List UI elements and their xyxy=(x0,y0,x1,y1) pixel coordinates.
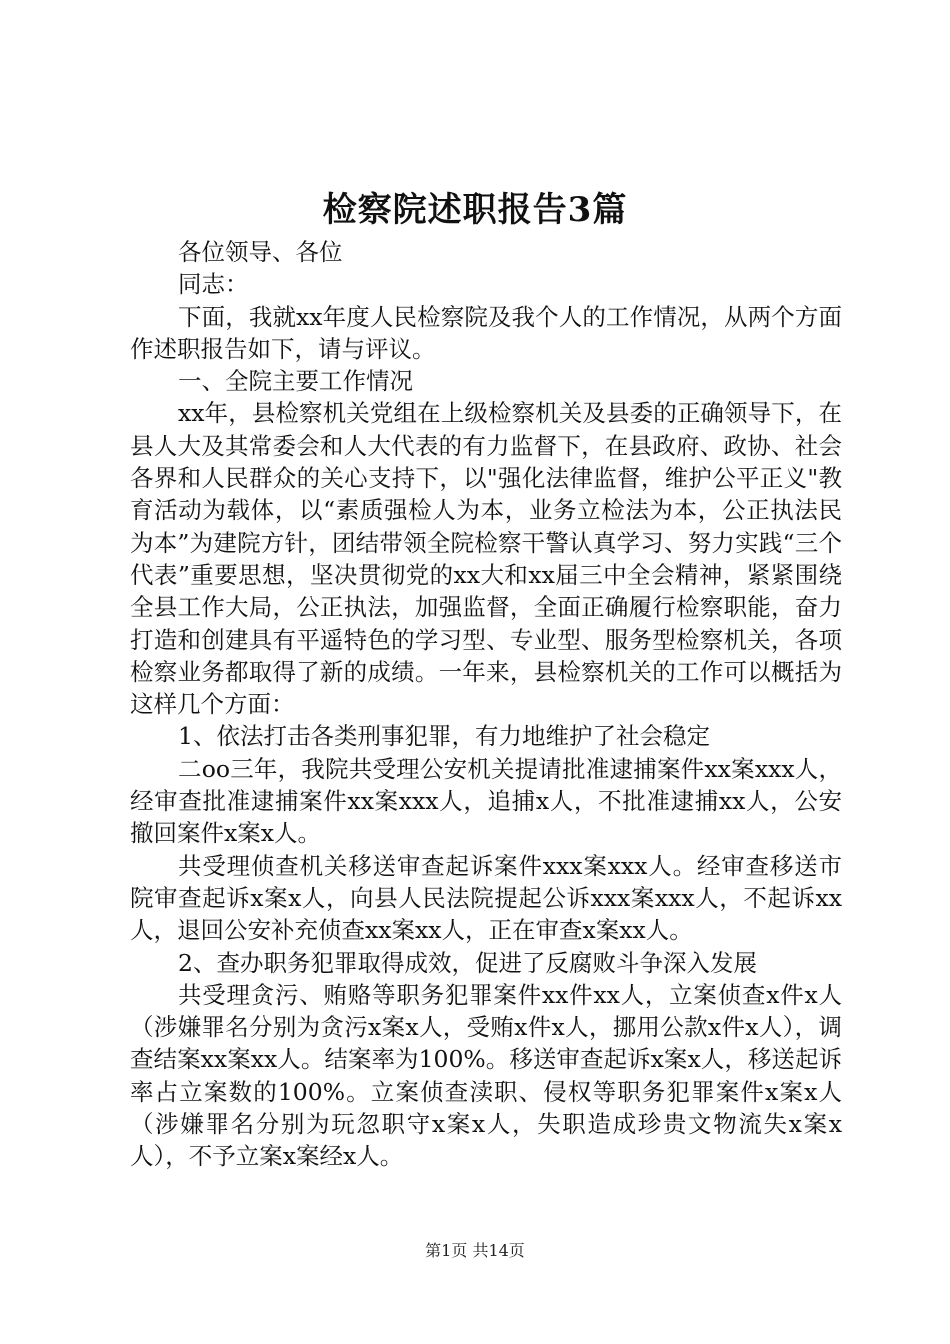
paragraph-salutation-2: 同志： xyxy=(178,270,249,299)
page-footer: 第1页 共14页 xyxy=(425,1241,525,1260)
paragraph-arrests: 二oo三年，我院共受理公安机关提请批准逮捕案件xx案xxx人，经审查批准逮捕案件xx案xxx人，追捕x人，不批准逮捕xx人，公安撤回案件x案x人。 xyxy=(130,754,842,848)
subheading-2: 2、查办职务犯罪取得成效，促进了反腐败斗争深入发展 xyxy=(178,948,757,977)
document-title: 检察院述职报告3篇 xyxy=(322,190,628,230)
paragraph-overview: xx年，县检察机关党组在上级检察机关及县委的正确领导下，在县人大及其常委会和人大代表的有力监督下，在县政府、政协、社会各界和人民群众的关心支持下，以"强化法律监督，维护公平正义"教育活动为载体，以“素质强检人为本，业务立检法为本，公正执法民为本”为建院方针，团结带领全院检察干警认真学习、努力实践“三个代表”重要思想，坚决贯彻党的xx大和xx届三中全会精神，紧紧围绕全县工作大局，公正执法，加强监督，全面正确履行检察职能，奋力打造和创建具有平遥特色的学习型、专业型、服务型检察机关，各项检察业务都取得了新的成绩。一年来，县检察机关的工作可以概括为这样几个方面： xyxy=(130,399,842,719)
subheading-1: 1、依法打击各类刑事犯罪，有力地维护了社会稳定 xyxy=(178,722,710,751)
document-body xyxy=(130,236,842,1173)
paragraph-intro: 下面，我就xx年度人民检察院及我个人的工作情况，从两个方面作述职报告如下，请与评议。 xyxy=(130,302,842,363)
section-heading-1: 一、全院主要工作情况 xyxy=(178,367,413,396)
paragraph-prosecution: 共受理侦查机关移送审查起诉案件xxx案xxx人。经审查移送市院审查起诉x案x人，向县人民法院提起公诉xxx案xxx人，不起诉xx人，退回公安补充侦查xx案xx人，正在审查x案xx人。 xyxy=(130,851,842,945)
paragraph-salutation: 各位领导、各位 xyxy=(178,238,343,266)
paragraph-duty-crimes: 共受理贪污、贿赂等职务犯罪案件xx件xx人，立案侦查x件x人（涉嫌罪名分别为贪污x案x人，受贿x件x人，挪用公款x件x人），调查结案xx案xx人。结案率为100%。移送审查起诉x案x人，移送起诉率占立案数的100%。立案侦查渎职、侵权等职务犯罪案件x案x人（涉嫌罪名分别为玩忽职守x案x人，失职造成珍贵文物流失x案x人），不予立案x案经x人。 xyxy=(130,980,842,1171)
